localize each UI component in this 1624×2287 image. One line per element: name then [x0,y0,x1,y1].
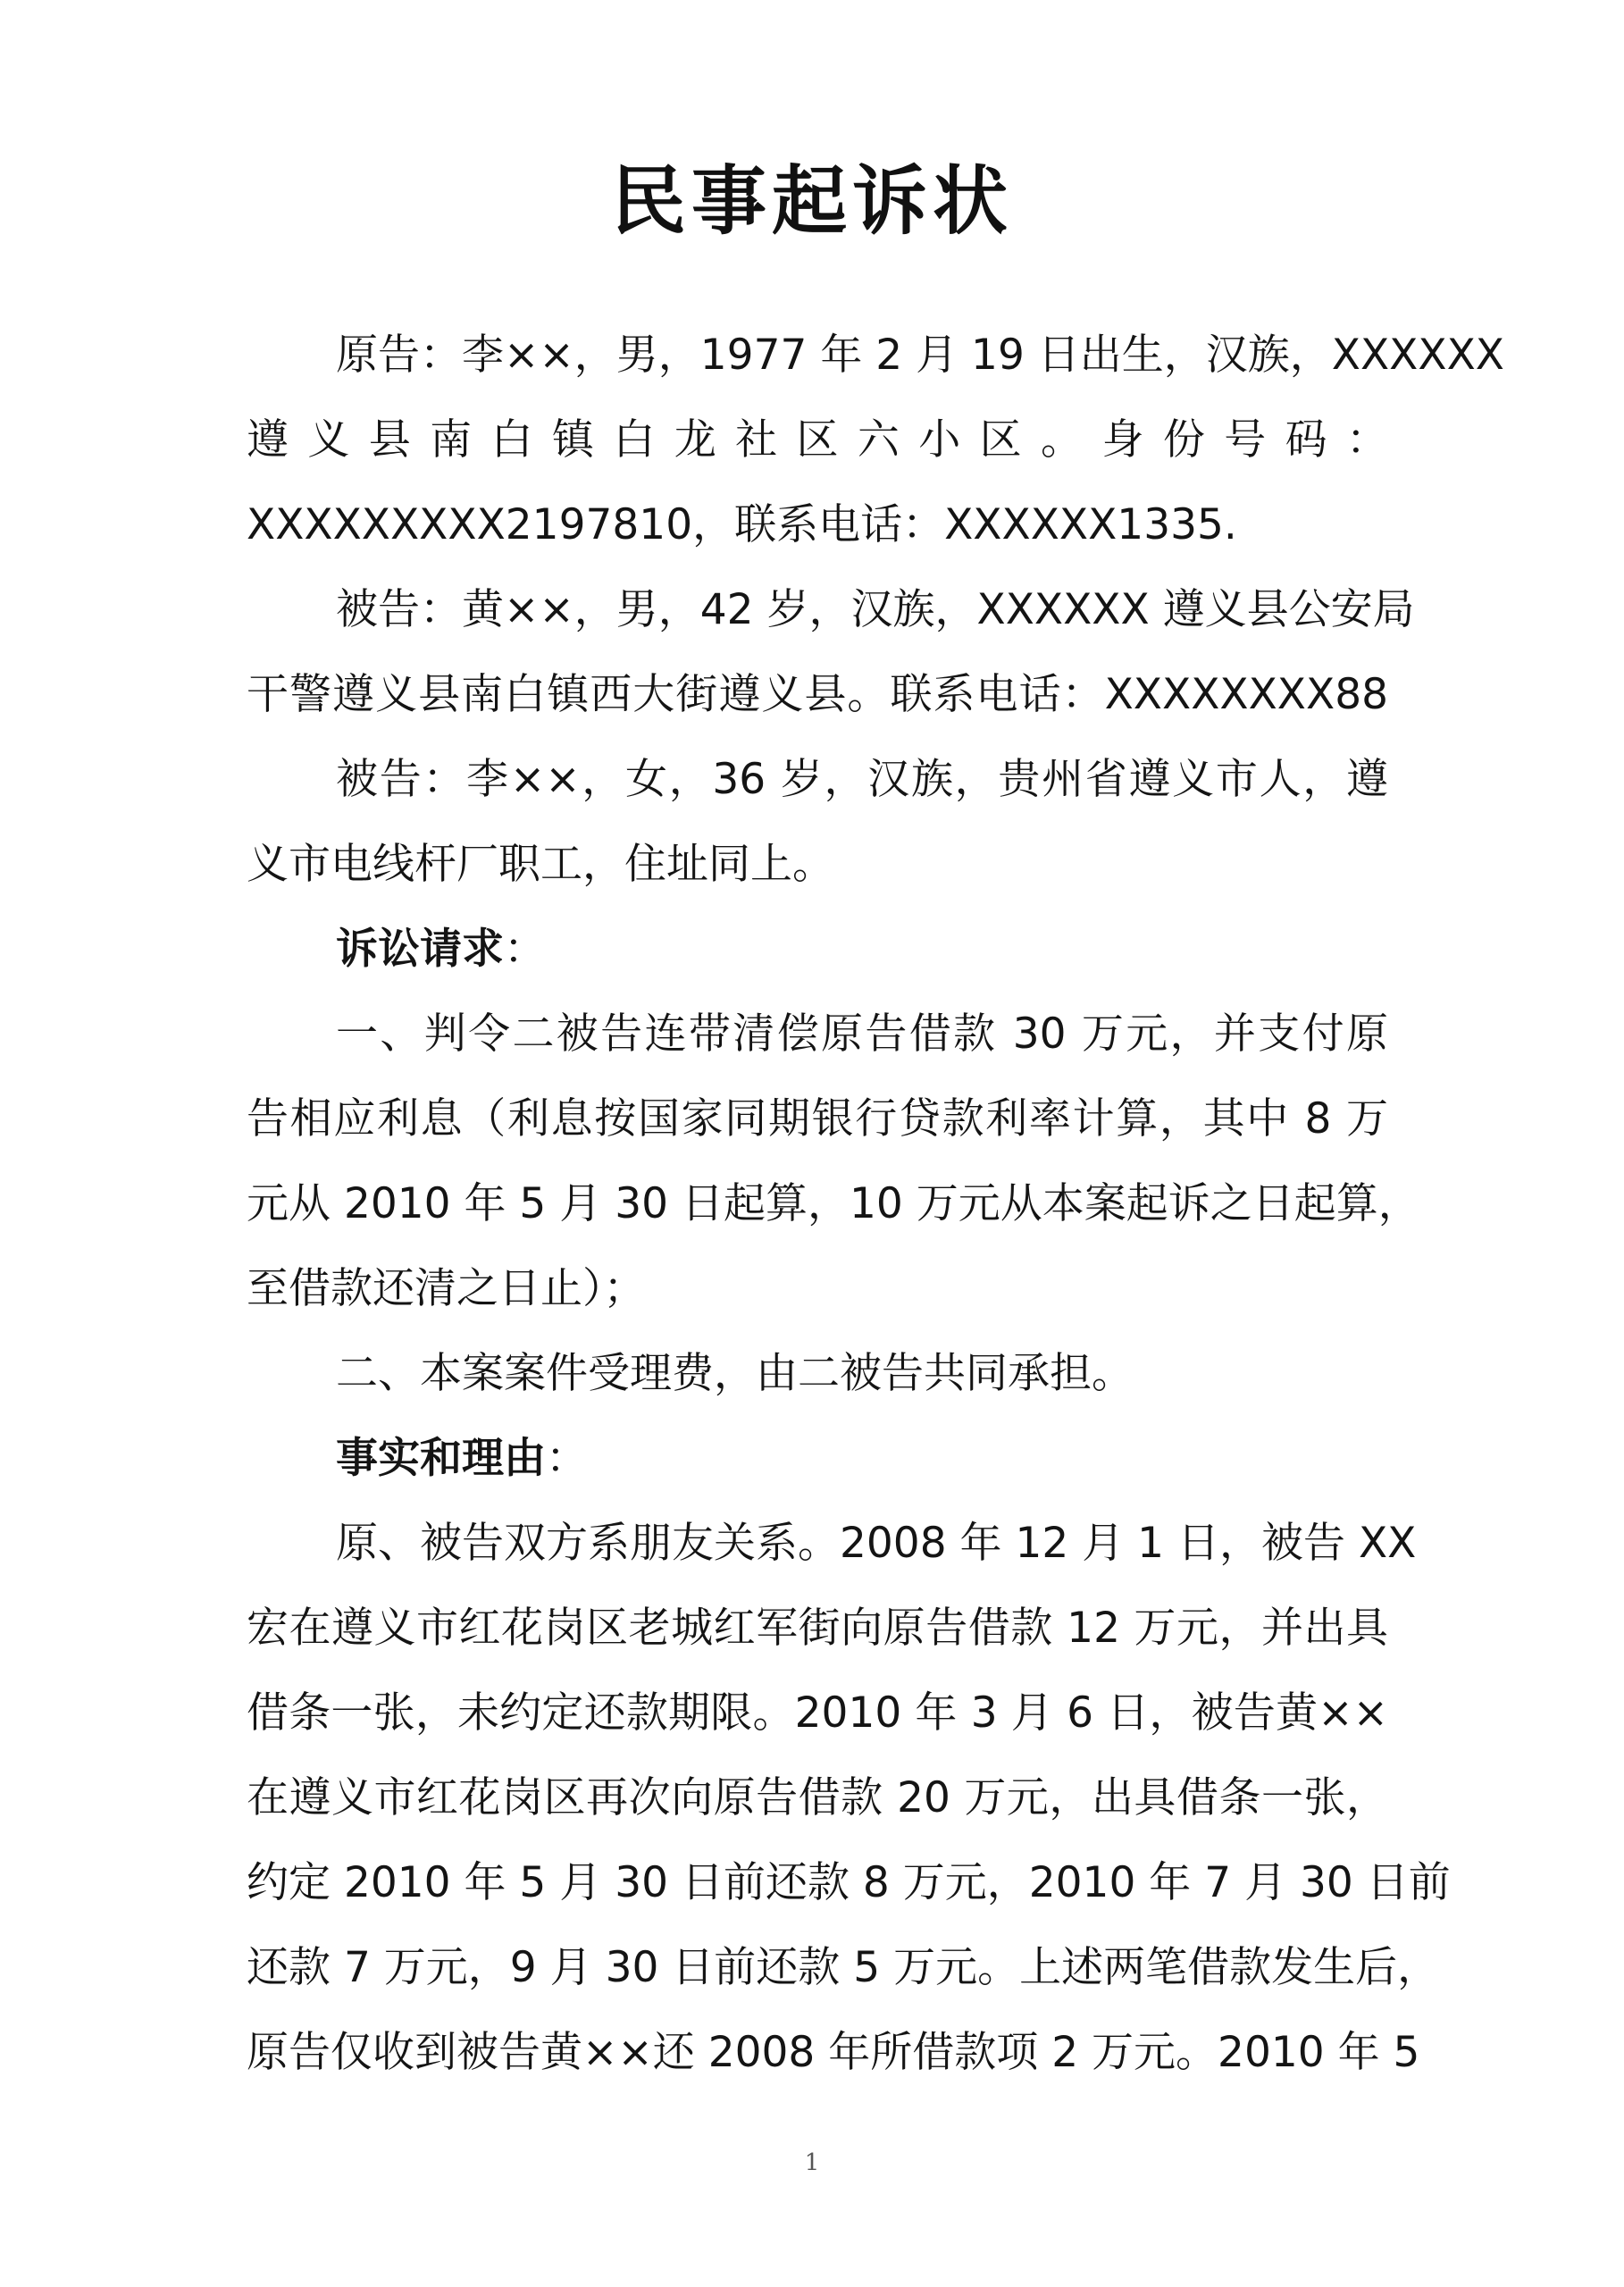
section-heading-claims [336,923,546,976]
section-heading-facts [336,1432,588,1486]
claims-heading-text: 诉讼请求 [336,925,504,974]
defendant2-line-1: 被告：李××，女，36 岁，汉族，贵州省遵义市人，遵 [336,755,1388,804]
facts-line-6: 还款 7 万元，9 月 30 日前还款 5 万元。上述两笔借款发生后， [247,1943,1440,1992]
facts-line-2: 宏在遵义市红花岗区老城红军街向原告借款 12 万元，并出具 [247,1604,1388,1653]
claim1-line-3: 元从 2010 年 5 月 30 日起算，10 万元从本案起诉之日起算， [247,1179,1420,1228]
plaintiff-line-1: 原告：李××，男，1977 年 2 月 19 日出生，汉族，XXXXXX [336,331,1504,380]
claims-heading-colon: ： [504,925,546,974]
facts-line-4: 在遵义市红花岗区再次向原告借款 20 万元，出具借条一张， [247,1773,1388,1822]
defendant1-line-1: 被告：黄××，男，42 岁，汉族，XXXXXX 遵义县公安局 [336,585,1415,634]
defendant1-line-2: 干警遵义县南白镇西大街遵义县。联系电话：XXXXXXXX88 [247,670,1388,719]
page-number: 1 [804,2149,820,2176]
defendant2-line-2: 义市电线杆厂职工，住址同上。 [247,840,834,889]
facts-line-3: 借条一张，未约定还款期限。2010 年 3 月 6 日，被告黄×× [247,1688,1388,1738]
claim1-line-4: 至借款还清之日止）； [247,1264,646,1313]
document-title: 民事起诉状 [610,157,1013,245]
plaintiff-line-3: XXXXXXXXX2197810，联系电话：XXXXXX1335. [247,500,1237,549]
claim2-line-1: 二、本案案件受理费，由二被告共同承担。 [336,1349,1134,1398]
facts-line-1: 原、被告双方系朋友关系。2008 年 12 月 1 日，被告 XX [336,1519,1417,1568]
claim1-line-1: 一、判令二被告连带清偿原告借款 30 万元，并支付原 [336,1009,1388,1059]
facts-line-5: 约定 2010 年 5 月 30 日前还款 8 万元，2010 年 7 月 30 日前 [247,1858,1451,1907]
claim1-line-2: 告相应利息（利息按国家同期银行贷款利率计算，其中 8 万 [247,1094,1388,1144]
facts-heading-text: 事实和理由 [336,1434,546,1483]
facts-line-7: 原告仅收到被告黄××还 2008 年所借款项 2 万元。2010 年 5 [247,2028,1420,2077]
plaintiff-line-2: 遵义县南白镇白龙社区六小区。身份号码： [247,415,1388,465]
facts-heading-colon: ： [546,1434,588,1483]
